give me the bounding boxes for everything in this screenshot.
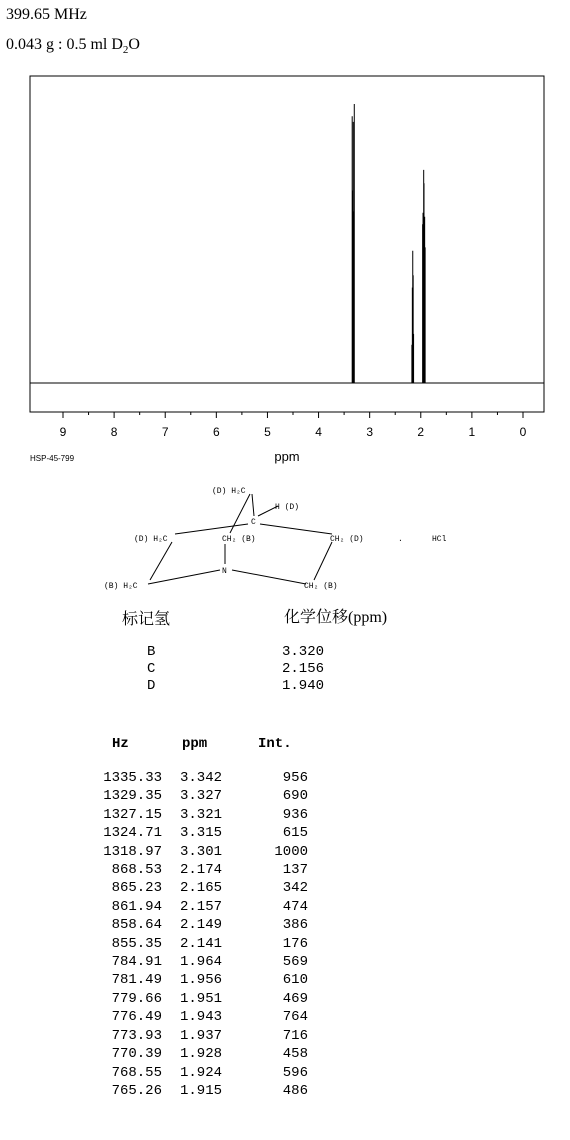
structure-label-ch2-left: (D) H₂C (134, 535, 168, 544)
peak-row (92, 769, 308, 787)
x-tick-label: 1 (468, 425, 476, 439)
spectrum-code: HSP-45-799 (30, 454, 75, 463)
peak-hz: 1324.71 (103, 825, 162, 842)
peak-header-ppm: ppm (182, 736, 208, 752)
x-tick-label: 5 (264, 425, 271, 439)
x-axis-ticks (60, 412, 527, 439)
structure-label-ch2-right: CH₂ (D) (330, 535, 364, 544)
peak-int: 596 (282, 1064, 308, 1081)
assignment-label: D (147, 678, 156, 694)
peak-row (92, 1027, 308, 1045)
peak-row (92, 898, 308, 916)
structure-label-ch2-bottom-left: (B) H₂C (104, 582, 138, 591)
peak-row (92, 843, 308, 861)
peak-row (92, 1045, 308, 1063)
peak-row (92, 916, 308, 934)
peak-ppm: 2.165 (179, 880, 222, 897)
sample-suffix: O (128, 36, 140, 53)
sample-description (6, 36, 140, 56)
peak-hz: 1329.35 (103, 788, 162, 805)
peak-int: 569 (282, 954, 308, 971)
x-tick-label: 7 (161, 425, 169, 439)
peak-ppm: 2.149 (179, 917, 222, 934)
peak-hz: 765.26 (111, 1082, 162, 1099)
x-axis-label: ppm (274, 449, 300, 464)
peak-int: 610 (282, 972, 308, 989)
peak-ppm: 3.301 (179, 843, 222, 860)
peak-int: 176 (282, 935, 308, 952)
peak-int: 956 (282, 770, 308, 786)
peak-row (92, 953, 308, 971)
peak-row (92, 806, 308, 824)
peak-table-header (112, 736, 292, 752)
peak-header-int: Int. (258, 736, 292, 752)
peak-row (92, 1082, 308, 1100)
assignment-row (147, 678, 324, 695)
peak-hz: 770.39 (111, 1046, 162, 1063)
peak-int: 474 (282, 898, 308, 915)
structure-label-ch2-top: (D) H₂C (212, 487, 246, 496)
structure-label-ch2-bottom-right: CH₂ (B) (304, 582, 338, 591)
assignment-label: C (147, 661, 156, 677)
assignment-shift: 2.156 (282, 661, 325, 677)
assignment-header-shift: 化学位移(ppm) (284, 609, 388, 626)
peak-hz: 1335.33 (103, 770, 162, 786)
peak-ppm: 3.342 (179, 770, 222, 786)
peak-int: 486 (282, 1082, 308, 1099)
x-tick-label: 4 (315, 425, 322, 439)
assignment-label: B (147, 644, 156, 660)
peak-ppm: 1.964 (179, 954, 222, 971)
x-tick-label: 8 (110, 425, 118, 439)
structure-label-c: C (251, 518, 256, 527)
peak-row (92, 879, 308, 897)
x-tick-label: 0 (519, 425, 527, 439)
peak-ppm: 2.141 (179, 935, 222, 952)
peak-hz: 865.23 (111, 880, 162, 897)
structure-label-h: H (D) (275, 503, 300, 512)
peak-ppm: 2.174 (179, 862, 222, 879)
peak-ppm: 1.943 (179, 1009, 222, 1026)
peak-hz: 768.55 (111, 1064, 162, 1081)
peak-int: 469 (282, 990, 308, 1007)
peak-ppm: 3.327 (179, 788, 222, 805)
peak-ppm: 1.928 (179, 1046, 222, 1063)
peak-int: 764 (282, 1009, 308, 1026)
molecular-structure (80, 478, 447, 598)
peak-row (92, 990, 308, 1008)
peak-hz: 1327.15 (103, 806, 162, 823)
spectrometer-frequency: 399.65 MHz (6, 6, 87, 23)
peak-ppm: 1.956 (179, 972, 222, 989)
peak-ppm: 2.157 (179, 898, 222, 915)
x-tick-label: 3 (366, 425, 374, 439)
sample-prefix: 0.043 g : 0.5 ml D (6, 36, 123, 53)
peak-hz: 858.64 (111, 917, 162, 934)
assignment-row (147, 644, 324, 661)
peak-ppm: 3.321 (179, 806, 222, 823)
assignment-list (147, 644, 324, 695)
assignment-row (147, 661, 324, 678)
peak-int: 137 (282, 862, 308, 879)
plot-frame (30, 76, 544, 412)
x-tick-label: 2 (417, 425, 425, 439)
assignment-shift: 1.940 (282, 678, 325, 694)
peak-row (92, 1008, 308, 1026)
peak-hz: 868.53 (111, 862, 162, 879)
peak-hz: 781.49 (111, 972, 162, 989)
peak-row (92, 1064, 308, 1082)
assignment-shift: 3.320 (282, 644, 325, 660)
peak-int: 615 (282, 825, 308, 842)
peak-ppm: 1.915 (179, 1082, 222, 1099)
peak-int: 716 (282, 1027, 308, 1044)
peak-ppm: 1.951 (179, 990, 222, 1007)
peak-hz: 861.94 (111, 898, 162, 915)
peak-ppm: 1.937 (179, 1027, 222, 1044)
peak-ppm: 3.315 (179, 825, 222, 842)
nmr-spectrum-chart (0, 60, 570, 480)
peak-row (92, 787, 308, 805)
peak-header-hz: Hz (112, 736, 129, 752)
peak-hz: 779.66 (111, 990, 162, 1007)
peak-ppm: 1.924 (179, 1064, 222, 1081)
peak-int: 458 (282, 1046, 308, 1063)
peak-hz: 784.91 (111, 954, 162, 971)
peak-hz: 776.49 (111, 1009, 162, 1026)
structure-label-n: N (222, 567, 227, 576)
peak-row (92, 971, 308, 989)
peak-row (92, 861, 308, 879)
peak-int: 342 (282, 880, 308, 897)
x-tick-label: 9 (59, 425, 67, 439)
assignment-header-label: 标记氢 (122, 611, 171, 628)
peak-hz: 773.93 (111, 1027, 162, 1044)
sample-subscript: 2 (122, 44, 129, 57)
structure-label-ch2-center: CH₂ (B) (222, 535, 256, 544)
peak-int: 690 (282, 788, 308, 805)
peak-row (92, 824, 308, 842)
peak-hz: 855.35 (111, 935, 162, 952)
peak-int: 1000 (274, 843, 308, 860)
structure-label-dot: . (398, 535, 403, 544)
peak-hz: 1318.97 (103, 843, 162, 860)
structure-label-hcl: HCl (432, 535, 447, 544)
peak-int: 386 (282, 917, 308, 934)
peak-table (92, 769, 308, 1100)
peak-int: 936 (282, 806, 308, 823)
peak-lines (352, 104, 425, 383)
peak-row (92, 935, 308, 953)
x-tick-label: 6 (212, 425, 220, 439)
